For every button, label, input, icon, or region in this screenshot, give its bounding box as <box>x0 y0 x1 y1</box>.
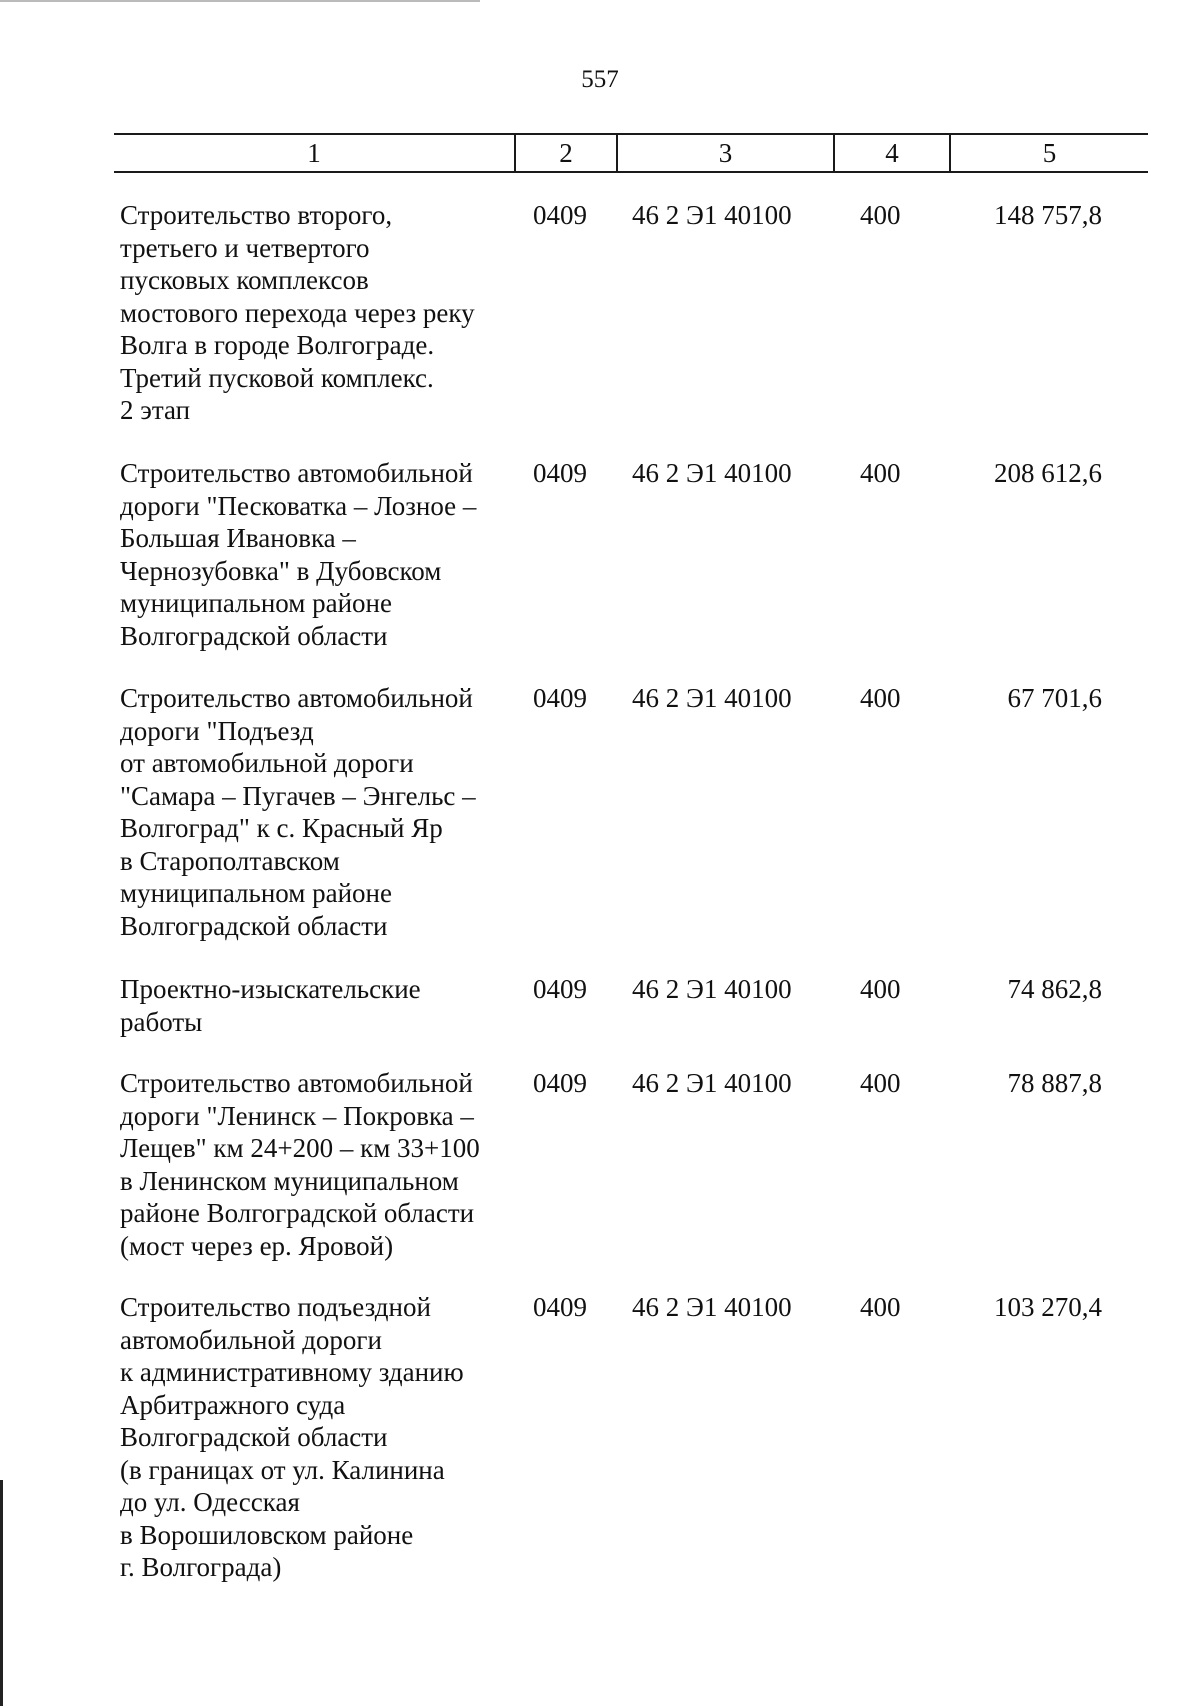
row-section: 0409 <box>533 1292 587 1322</box>
page-number: 557 <box>581 66 619 93</box>
row-type: 400 <box>860 200 901 230</box>
scan-artifact-left-edge <box>0 1480 3 1706</box>
row-section: 0409 <box>533 974 587 1004</box>
table-header <box>114 133 1148 173</box>
row-amount: 148 757,8 <box>994 200 1102 230</box>
row-name: Строительство автомобильной дороги "Песковатка – Лозное – Большая Ивановка – Чернозубовка" в Дубовском муниципальном районе Волгоградской области <box>120 458 477 651</box>
row-amount: 67 701,6 <box>1007 683 1102 713</box>
row-code: 46 2 Э1 40100 <box>632 458 792 488</box>
row-code: 46 2 Э1 40100 <box>632 1068 792 1098</box>
row-amount: 78 887,8 <box>1007 1068 1102 1098</box>
row-type: 400 <box>860 683 901 713</box>
header-col-4: 4 <box>835 135 951 171</box>
row-code: 46 2 Э1 40100 <box>632 974 792 1004</box>
row-code: 46 2 Э1 40100 <box>632 683 792 713</box>
row-type: 400 <box>860 974 901 1004</box>
row-section: 0409 <box>533 1068 587 1098</box>
scan-artifact-top <box>0 0 480 2</box>
row-type: 400 <box>860 1292 901 1322</box>
row-code: 46 2 Э1 40100 <box>632 1292 792 1322</box>
row-type: 400 <box>860 458 901 488</box>
row-amount: 74 862,8 <box>1007 974 1102 1004</box>
row-code: 46 2 Э1 40100 <box>632 200 792 230</box>
row-type: 400 <box>860 1068 901 1098</box>
header-col-1: 1 <box>114 135 516 171</box>
header-col-2: 2 <box>516 135 618 171</box>
header-col-5: 5 <box>1042 138 1057 168</box>
row-section: 0409 <box>533 683 587 713</box>
row-section: 0409 <box>533 458 587 488</box>
row-name: Строительство подъездной автомобильной дороги к административному зданию Арбитражного суда Волгоградской области (в границах от ул. Калинина до ул. Одесская в Ворошиловском районе г. Волгограда) <box>120 1292 464 1582</box>
row-name: Строительство второго, третьего и четвертого пусковых комплексов мостового перехода через реку Волга в городе Волгограде. Третий пусковой комплекс. 2 этап <box>120 200 475 425</box>
row-name: Строительство автомобильной дороги "Ленинск – Покровка – Лещев" км 24+200 – км 33+100 в Ленинском муниципальном районе Волгоградской области (мост через ер. Яровой) <box>120 1068 480 1261</box>
header-col-3: 3 <box>618 135 835 171</box>
row-name: Проектно-изыскательские работы <box>120 974 421 1037</box>
row-amount: 208 612,6 <box>994 458 1102 488</box>
row-section: 0409 <box>533 200 587 230</box>
row-amount: 103 270,4 <box>994 1292 1102 1322</box>
row-name: Строительство автомобильной дороги "Подъезд от автомобильной дороги "Самара – Пугачев – Энгельс – Волгоград" к с. Красный Яр в Старополтавском муниципальном районе Волгоградской области <box>120 683 476 941</box>
